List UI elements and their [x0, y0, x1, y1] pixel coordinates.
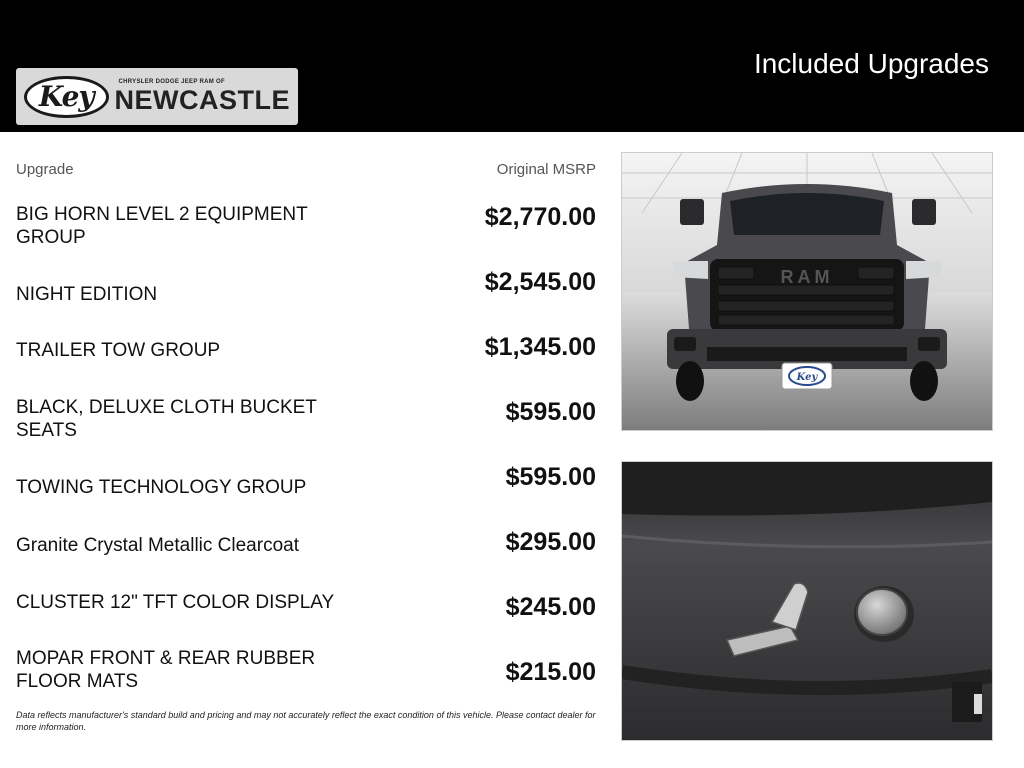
dealer-logo[interactable]	[16, 68, 298, 125]
upgrade-name: CLUSTER 12" TFT COLOR DISPLAY	[16, 592, 335, 613]
disclaimer-text: Data reflects manufacturer's standard build and pricing and may not accurately reflect the exact condition of this vehicle. Please contact dealer for more information.	[16, 710, 596, 732]
upgrade-row	[16, 528, 596, 578]
column-header-upgrade: Upgrade	[16, 161, 74, 178]
upgrade-price: $595.00	[505, 463, 596, 491]
logo-text-block	[115, 79, 291, 114]
upgrade-name: TOWING TECHNOLOGY GROUP	[16, 477, 307, 498]
upgrade-name: TRAILER TOW GROUP	[16, 340, 221, 361]
upgrade-name: BIG HORN LEVEL 2 EQUIPMENT GROUP	[16, 204, 308, 248]
upgrade-price: $1,345.00	[484, 333, 596, 361]
key-logo-oval	[24, 76, 109, 118]
upgrade-name: MOPAR FRONT & REAR RUBBER FLOOR MATS	[16, 648, 316, 692]
column-header-msrp: Original MSRP	[496, 161, 596, 178]
upgrade-price: $2,545.00	[484, 268, 596, 296]
upgrade-row	[16, 463, 596, 513]
upgrade-row	[16, 203, 596, 253]
header-bar	[0, 0, 1024, 132]
upgrade-name: NIGHT EDITION	[16, 284, 158, 305]
upgrade-row	[16, 333, 596, 383]
upgrade-row	[16, 648, 596, 708]
upgrade-price: $295.00	[505, 528, 596, 556]
upgrade-price: $2,770.00	[484, 203, 596, 231]
truck-photo	[621, 152, 993, 431]
upgrade-price: $215.00	[505, 658, 596, 686]
upgrade-name: Granite Crystal Metallic Clearcoat	[16, 535, 299, 556]
seat-controls-photo	[621, 461, 993, 741]
logo-main-text: NEWCASTLE	[114, 85, 290, 115]
upgrade-row	[16, 398, 596, 448]
ram-grille-text: RAM	[780, 267, 834, 287]
upgrade-price: $595.00	[505, 398, 596, 426]
page-title: Included Upgrades	[753, 48, 989, 79]
logo-script-text: Key	[38, 80, 94, 113]
plate-logo-text: Key	[796, 372, 818, 383]
upgrade-price: $245.00	[505, 593, 596, 621]
logo-small-text: CHRYSLER DODGE JEEP RAM OF	[118, 79, 225, 85]
upgrade-row	[16, 268, 596, 318]
upgrade-name: BLACK, DELUXE CLOTH BUCKET SEATS	[16, 397, 317, 441]
upgrade-row	[16, 593, 596, 643]
